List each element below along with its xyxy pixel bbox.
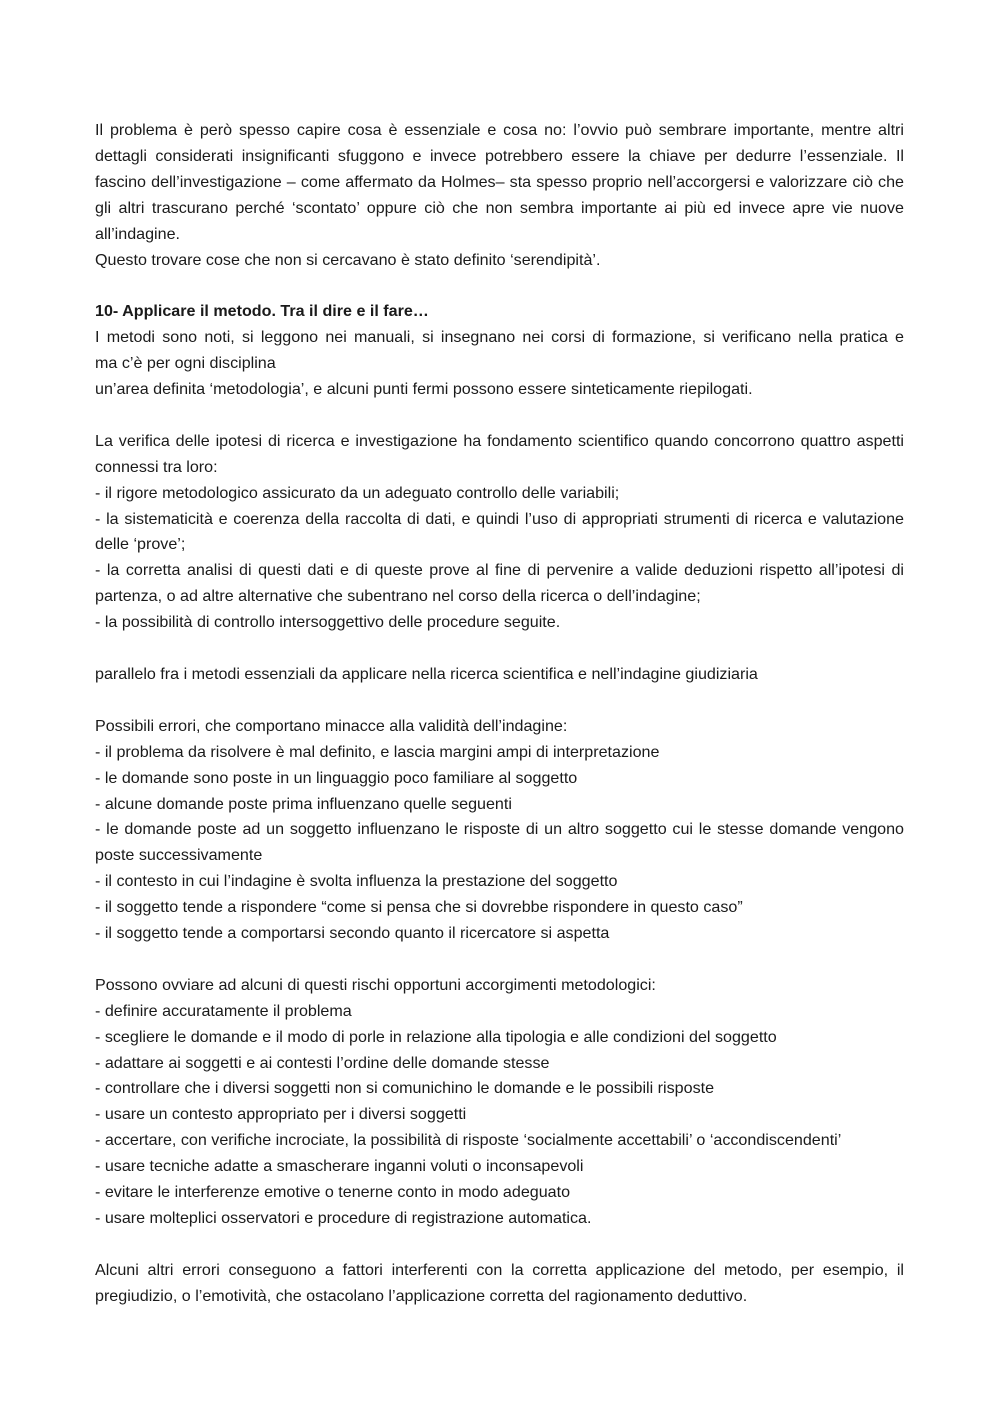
error-item: - il problema da risolvere è mal definito, e lascia margini ampi di interpretazione [95,742,660,761]
section-line-1: I metodi sono noti, si leggono nei manuali, si insegnano nei corsi di formazione, si verificano nella pratica e [95,328,904,347]
section-line-2: ma c’è per ogni disciplina [95,354,276,373]
spacer [95,273,904,299]
verification-item: - la sistematicità e coerenza della raccolta di dati, e quindi l’uso di appropriati strumenti di ricerca e valutazione delle ‘prove’; [95,509,904,554]
error-item: - il soggetto tende a comportarsi secondo quanto il ricercatore si aspetta [95,924,610,943]
remedy-item: - accertare, con verifiche incrociate, la possibilità di risposte ‘socialmente accettabili’ o ‘accondiscendenti’ [95,1131,842,1150]
remedy-item: - usare molteplici osservatori e procedure di registrazione automatica. [95,1208,592,1227]
section-heading: 10- Applicare il metodo. Tra il dire e il fare… [95,302,429,321]
error-item: - alcune domande poste prima influenzano quelle seguenti [95,794,512,813]
error-item: - il contesto in cui l’indagine è svolta influenza la prestazione del soggetto [95,872,618,891]
remedy-item: - controllare che i diversi soggetti non si comunichino le domande e le possibili risposte [95,1079,715,1098]
verification-item: - la corretta analisi di questi dati e di queste prove al fine di pervenire a valide deduzioni rispetto all’ipotesi di partenza, o ad altre alternative che subentrano nel corso della ricerca o dell’indagine; [95,561,904,606]
serendipity-sentence: Questo trovare cose che non si cercavano è stato definito ‘serendipità’. [95,250,601,269]
spacer [95,1232,904,1258]
error-item: - le domande sono poste in un linguaggio poco familiare al soggetto [95,768,578,787]
remedy-item: - adattare ai soggetti e ai contesti l’ordine delle domande stesse [95,1053,550,1072]
error-item: - le domande poste ad un soggetto influenzano le risposte di un altro soggetto cui le stesse domande vengono poste successivamente [95,820,904,865]
closing-paragraph: Alcuni altri errori conseguono a fattori interferenti con la corretta applicazione del metodo, per esempio, il pregiudizio, o l’emotività, che ostacolano l’applicazione corretta del ragionamento deduttivo. [95,1260,904,1305]
section-line-3: un’area definita ‘metodologia’, e alcuni punti fermi possono essere sinteticamente riepilogati. [95,380,753,399]
remedy-item: - usare tecniche adatte a smascherare inganni voluti o inconsapevoli [95,1157,584,1176]
remedy-item: - usare un contesto appropriato per i diversi soggetti [95,1105,467,1124]
errors-intro: Possibili errori, che comportano minacce alla validità dell’indagine: [95,716,568,735]
remedy-item: - definire accuratamente il problema [95,1001,352,1020]
spacer [95,636,904,662]
remedies-intro: Possono ovviare ad alcuni di questi rischi opportuni accorgimenti metodologici: [95,975,656,994]
verification-item: - la possibilità di controllo intersoggettivo delle procedure seguite. [95,613,561,632]
verification-item: - il rigore metodologico assicurato da un adeguato controllo delle variabili; [95,483,620,502]
parallel-sentence: parallelo fra i metodi essenziali da applicare nella ricerca scientifica e nell’indagine giudiziaria [95,664,758,683]
spacer [95,947,904,973]
spacer [95,688,904,714]
intro-paragraph: Il problema è però spesso capire cosa è essenziale e cosa no: l’ovvio può sembrare importante, mentre altri dettagli considerati insignificanti sfuggono e invece potrebbero essere la chiave per dedurre l’essenziale. Il fascino dell’investigazione – come affermato da Holmes– sta spesso proprio nell’accorgersi e valorizzare ciò che gli altri trascurano perché ‘scontato’ oppure ciò che non sembra importante ai più ed invece apre vie nuove all’indagine. [95,121,904,243]
remedy-item: - evitare le interferenze emotive o tenerne conto in modo adeguato [95,1183,571,1202]
verification-intro: La verifica delle ipotesi di ricerca e investigazione ha fondamento scientifico quando concorrono quattro aspetti connessi tra loro: [95,431,904,476]
error-item: - il soggetto tende a rispondere “come si pensa che si dovrebbe rispondere in questo caso” [95,898,743,917]
remedy-item: - scegliere le domande e il modo di porle in relazione alla tipologia e alle condizioni del soggetto [95,1027,777,1046]
document-page [95,118,904,1310]
spacer [95,403,904,429]
